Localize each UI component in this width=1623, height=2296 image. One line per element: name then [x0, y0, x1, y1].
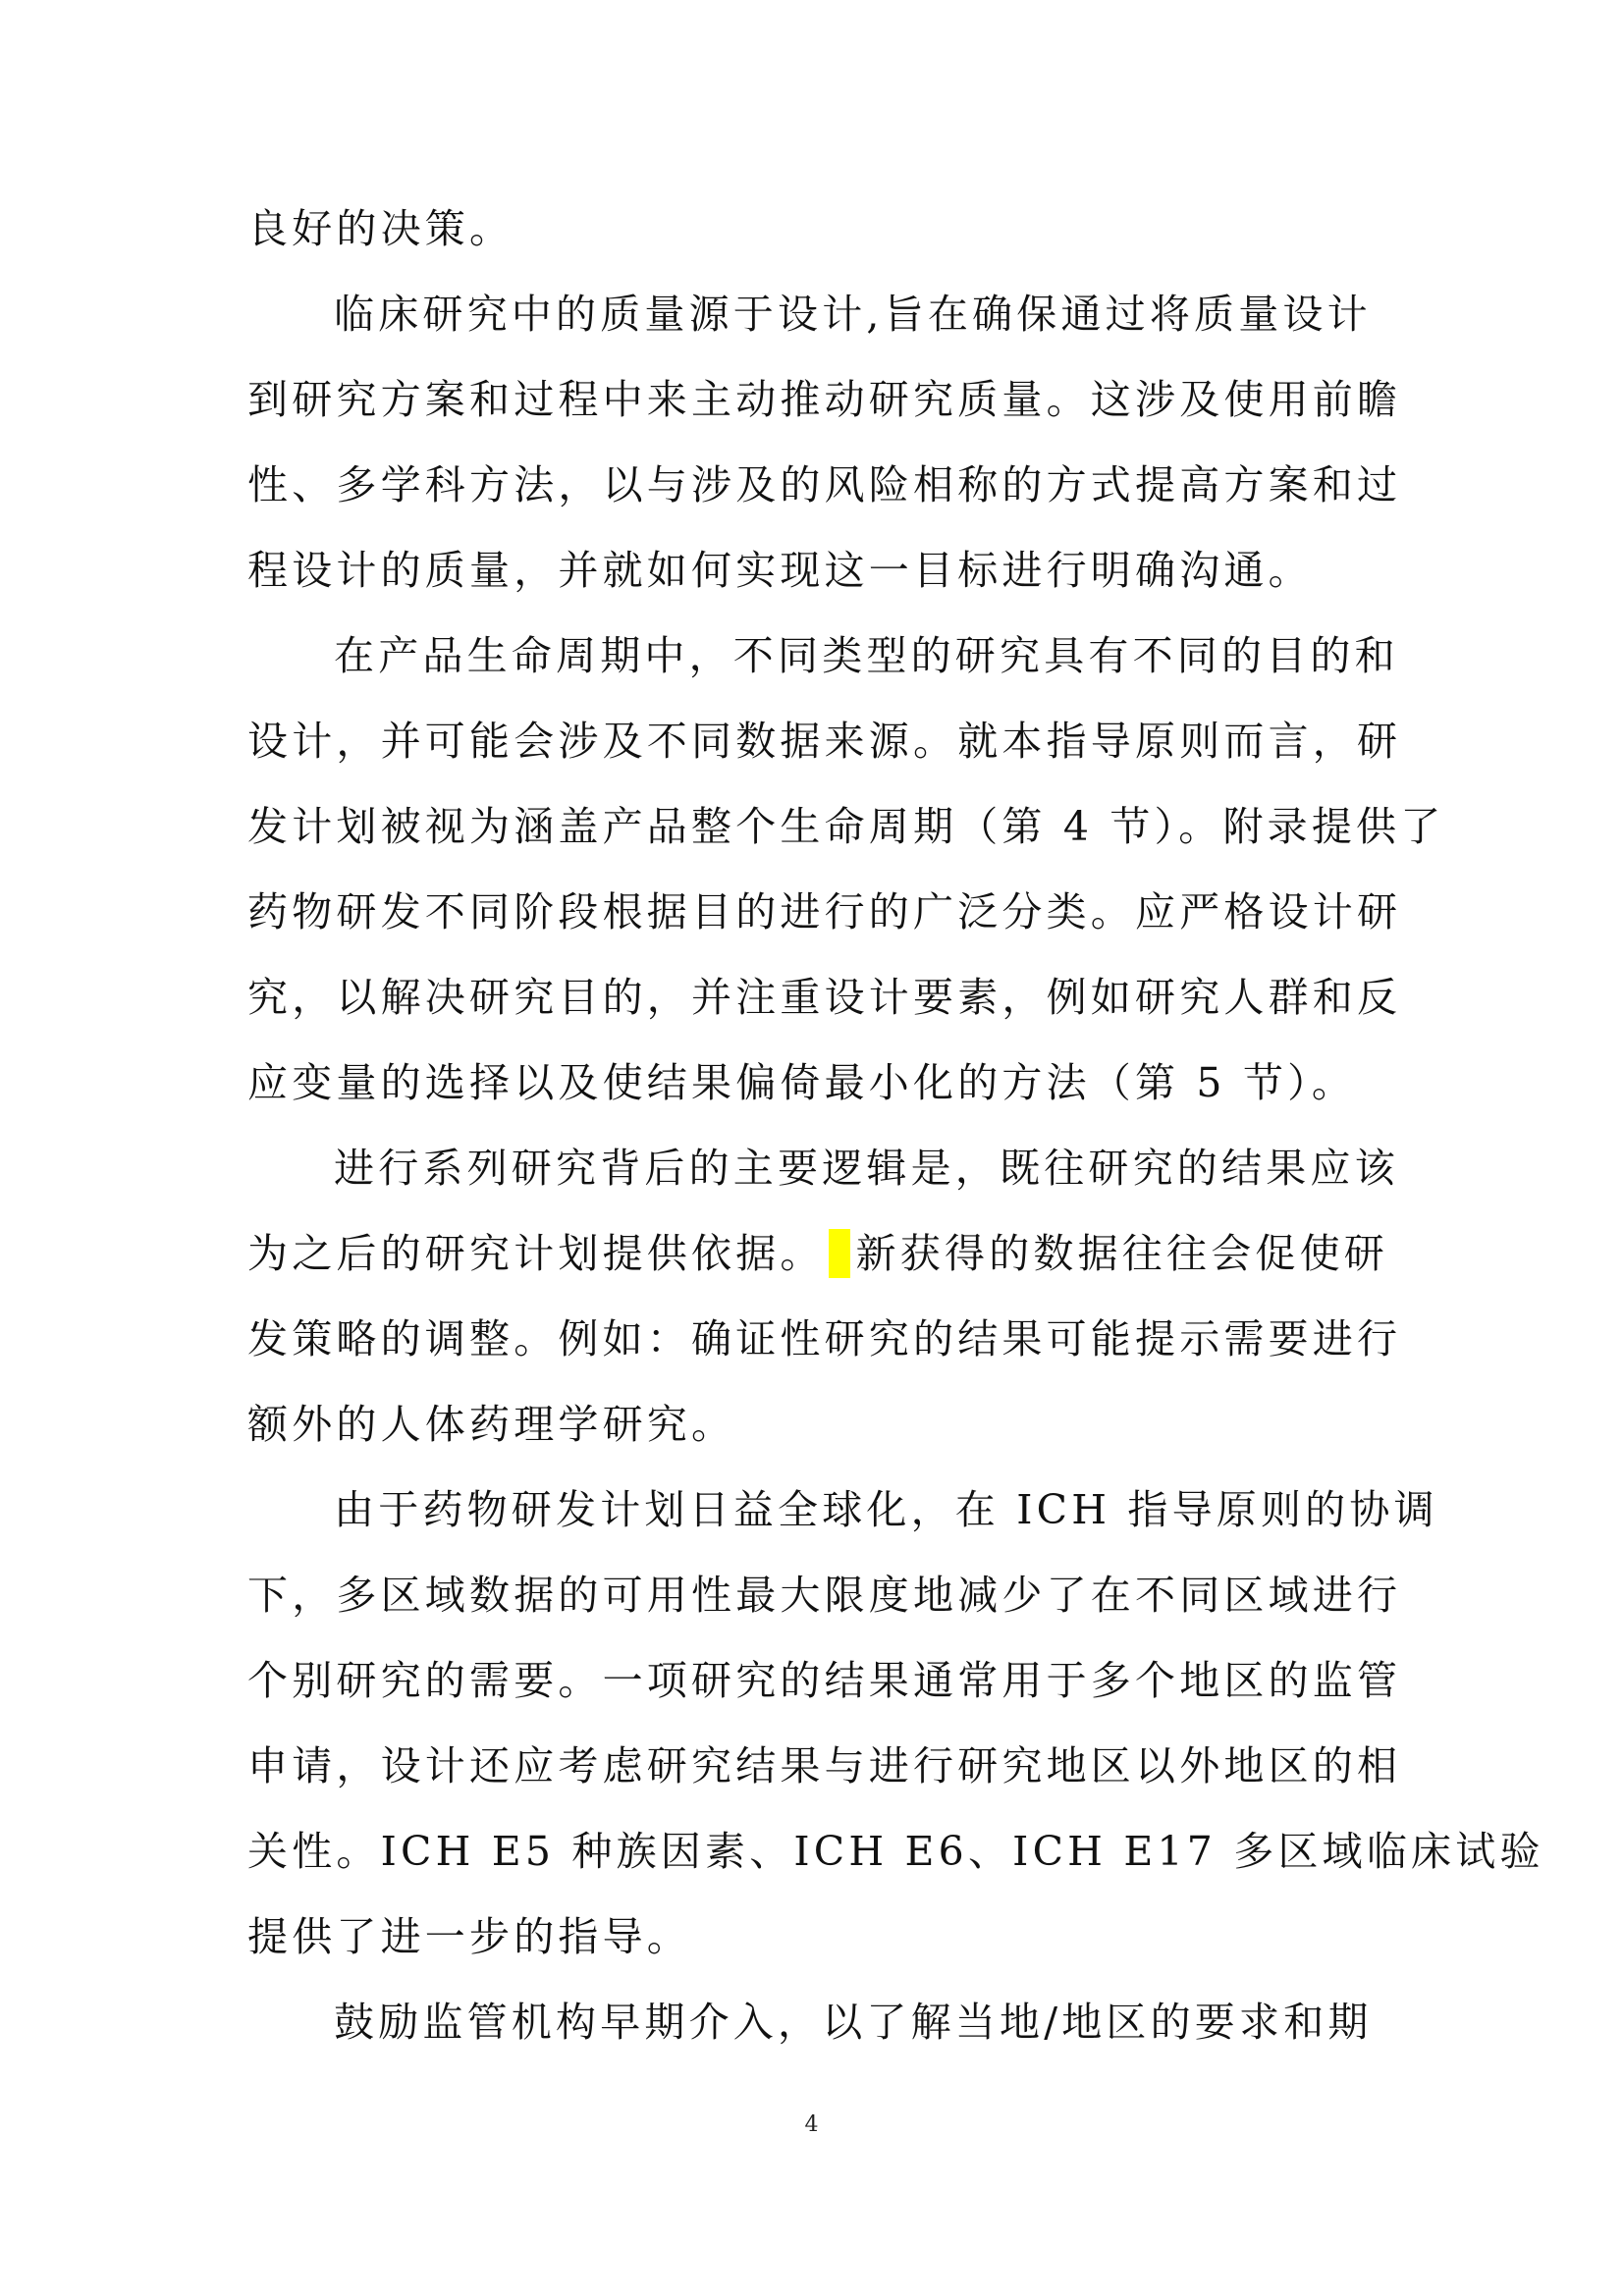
body-text	[247, 187, 1544, 2065]
text-line: 额外的人体药理学研究。	[247, 1401, 736, 1448]
text-line: 究，以解决研究目的，并注重设计要素，例如研究人群和反	[247, 974, 1402, 1021]
text-line: 发计划被视为涵盖产品整个生命周期（第 4 节）。附录提供了	[247, 803, 1445, 850]
text-line: 到研究方案和过程中来主动推动研究质量。这涉及使用前瞻	[247, 376, 1402, 423]
text-line: 程设计的质量，并就如何实现这一目标进行明确沟通。	[247, 547, 1313, 594]
text-line: 关性。ICH E5 种族因素、ICH E6、ICH E17 多区域临床试验	[247, 1828, 1544, 1875]
text-line: 申请，设计还应考虑研究结果与进行研究地区以外地区的相	[247, 1742, 1402, 1789]
highlight-mark	[829, 1229, 850, 1278]
text-line: 进行系列研究背后的主要逻辑是，既往研究的结果应该	[334, 1145, 1399, 1192]
text-line: 下，多区域数据的可用性最大限度地减少了在不同区域进行	[247, 1572, 1402, 1619]
text-line-highlighted	[247, 1211, 1389, 1297]
text-line: 应变量的选择以及使结果偏倚最小化的方法（第 5 节）。	[247, 1059, 1357, 1106]
text-line: 由于药物研发计划日益全球化，在 ICH 指导原则的协调	[334, 1486, 1438, 1533]
text-line: 鼓励监管机构早期介入，以了解当地/地区的要求和期	[334, 1999, 1373, 2046]
text-line: 良好的决策。	[247, 205, 514, 252]
text-line: 发策略的调整。例如：确证性研究的结果可能提示需要进行	[247, 1315, 1402, 1362]
text-line: 在产品生命周期中，不同类型的研究具有不同的目的和	[334, 632, 1399, 679]
text-line: 设计，并可能会涉及不同数据来源。就本指导原则而言，研	[247, 718, 1402, 765]
text-segment: 新获得的数据往往会促使研	[855, 1230, 1389, 1277]
text-line: 个别研究的需要。一项研究的结果通常用于多个地区的监管	[247, 1657, 1402, 1704]
text-line: 性、多学科方法，以与涉及的风险相称的方式提高方案和过	[247, 461, 1402, 508]
text-line: 提供了进一步的指导。	[247, 1913, 691, 1960]
page-number: 4	[804, 2112, 819, 2137]
text-line: 药物研发不同阶段根据目的进行的广泛分类。应严格设计研	[247, 888, 1402, 935]
text-line: 临床研究中的质量源于设计,旨在确保通过将质量设计	[334, 291, 1372, 338]
text-segment: 为之后的研究计划提供依据。	[247, 1230, 825, 1277]
